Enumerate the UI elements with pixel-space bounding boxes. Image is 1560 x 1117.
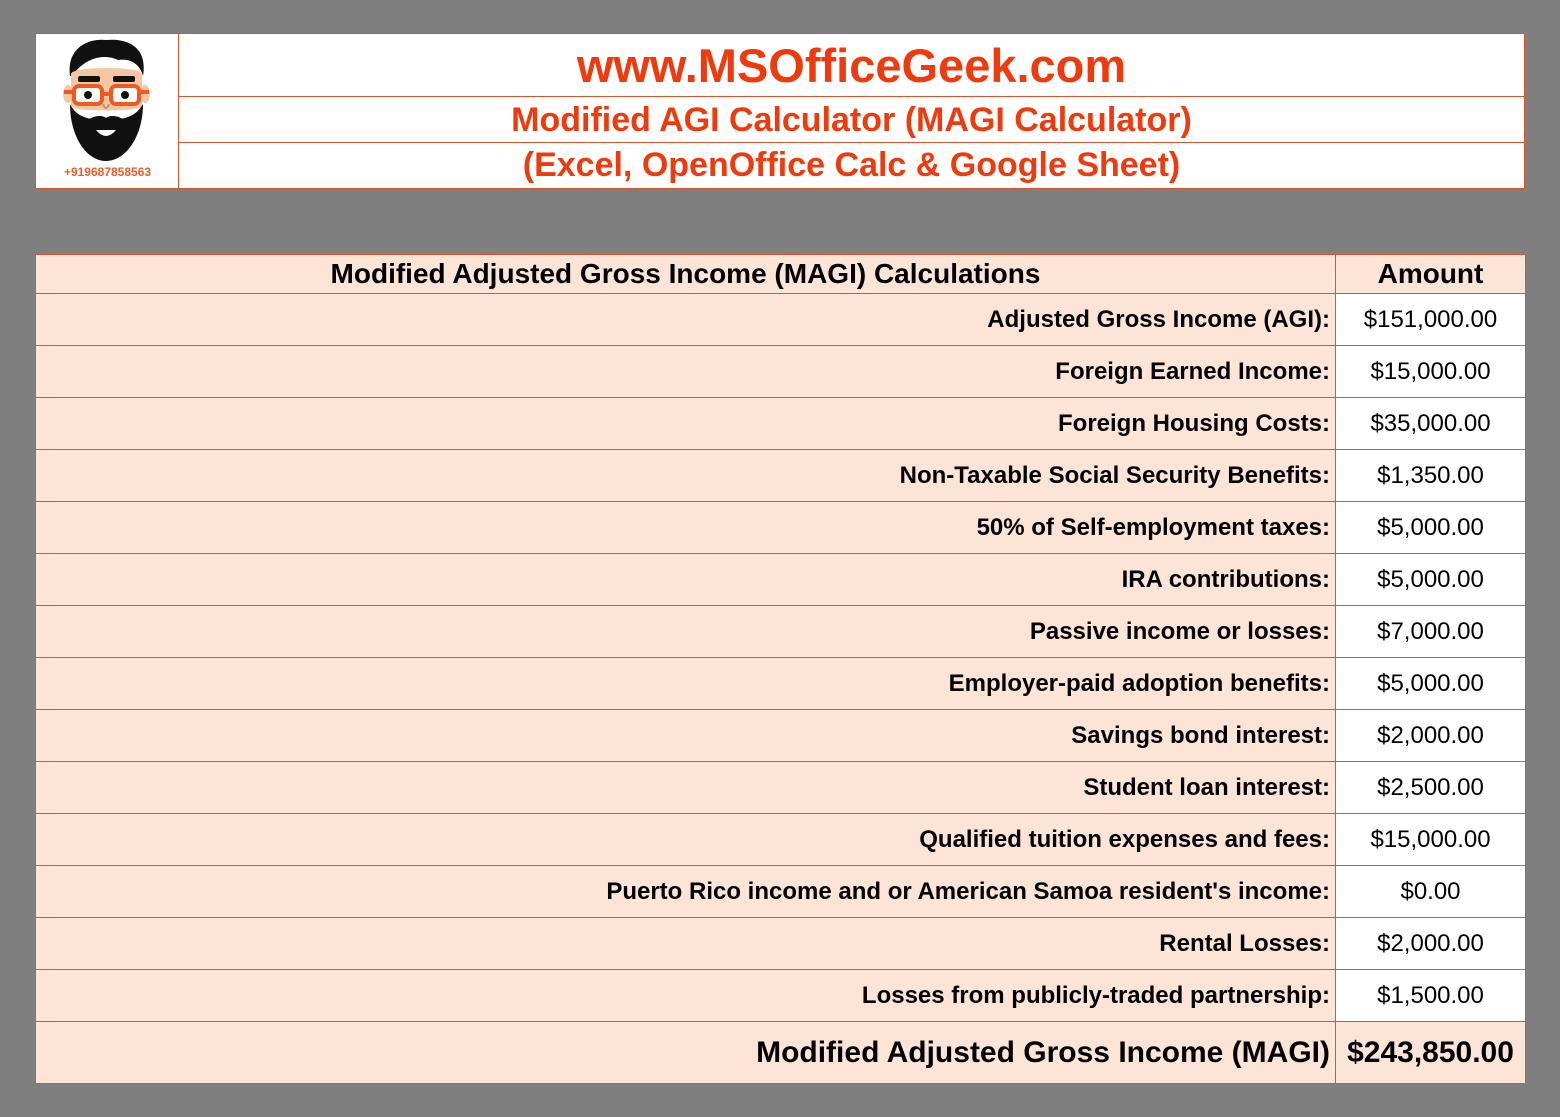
row-label: Puerto Rico income and or American Samoa resident's income: (36, 866, 1336, 918)
amount-cell[interactable]: $1,350.00 (1336, 450, 1526, 502)
row-label: Foreign Earned Income: (36, 346, 1336, 398)
row-label: Foreign Housing Costs: (36, 398, 1336, 450)
amount-cell[interactable]: $15,000.00 (1336, 346, 1526, 398)
table-row (36, 762, 1526, 814)
table-row (36, 346, 1526, 398)
row-label: Qualified tuition expenses and fees: (36, 814, 1336, 866)
row-label: Student loan interest: (36, 762, 1336, 814)
table-row (36, 450, 1526, 502)
row-label: IRA contributions: (36, 554, 1336, 606)
row-label: Adjusted Gross Income (AGI): (36, 294, 1336, 346)
amount-cell[interactable]: $1,500.00 (1336, 970, 1526, 1022)
table-row (36, 814, 1526, 866)
amount-cell[interactable]: $5,000.00 (1336, 502, 1526, 554)
header-calculations: Modified Adjusted Gross Income (MAGI) Calculations (36, 255, 1336, 294)
table-row (36, 970, 1526, 1022)
page-title: Modified AGI Calculator (MAGI Calculator) (179, 97, 1524, 143)
header-banner (35, 33, 1525, 189)
row-label: Non-Taxable Social Security Benefits: (36, 450, 1336, 502)
table-row (36, 502, 1526, 554)
table-row (36, 294, 1526, 346)
amount-cell[interactable]: $0.00 (1336, 866, 1526, 918)
table-header-row (36, 255, 1526, 294)
table-row (36, 918, 1526, 970)
amount-cell[interactable]: $5,000.00 (1336, 658, 1526, 710)
row-label: Employer-paid adoption benefits: (36, 658, 1336, 710)
amount-cell[interactable]: $2,500.00 (1336, 762, 1526, 814)
total-amount[interactable]: $243,850.00 (1336, 1022, 1526, 1084)
amount-cell[interactable]: $35,000.00 (1336, 398, 1526, 450)
site-title: www.MSOfficeGeek.com (179, 34, 1524, 97)
amount-cell[interactable]: $2,000.00 (1336, 710, 1526, 762)
magi-table (35, 254, 1526, 1084)
total-label: Modified Adjusted Gross Income (MAGI) (36, 1022, 1336, 1084)
table-row (36, 606, 1526, 658)
amount-cell[interactable]: $15,000.00 (1336, 814, 1526, 866)
table-row (36, 554, 1526, 606)
amount-cell[interactable]: $2,000.00 (1336, 918, 1526, 970)
table-row (36, 398, 1526, 450)
table-row (36, 658, 1526, 710)
row-label: 50% of Self-employment taxes: (36, 502, 1336, 554)
header-amount: Amount (1336, 255, 1526, 294)
row-label: Losses from publicly-traded partnership: (36, 970, 1336, 1022)
row-label: Rental Losses: (36, 918, 1336, 970)
table-row (36, 866, 1526, 918)
table-row (36, 710, 1526, 762)
amount-cell[interactable]: $7,000.00 (1336, 606, 1526, 658)
logo (36, 34, 179, 188)
amount-cell[interactable]: $151,000.00 (1336, 294, 1526, 346)
row-label: Passive income or losses: (36, 606, 1336, 658)
row-label: Savings bond interest: (36, 710, 1336, 762)
total-row (36, 1022, 1526, 1084)
page-subtitle: (Excel, OpenOffice Calc & Google Sheet) (522, 146, 1181, 184)
amount-cell[interactable]: $5,000.00 (1336, 554, 1526, 606)
phone-number: +919687858563 (63, 165, 152, 179)
geek-face-icon (56, 36, 156, 164)
